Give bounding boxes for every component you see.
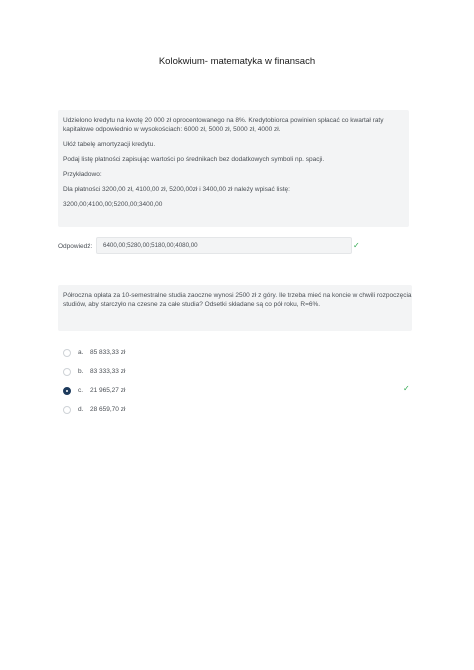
option-value: 85 833,33 zł (90, 349, 126, 356)
question-1-example-text: Dla płatności 3200,00 zł, 4100,00 zł, 5200,00zł i 3400,00 zł należy wpisać listę: (63, 186, 290, 193)
option-letter: a. (78, 349, 84, 356)
check-icon: ✓ (353, 241, 360, 250)
option-letter: d. (78, 406, 84, 413)
question-2-box (58, 285, 412, 331)
answer-input[interactable]: 6400,00;5280,00;5180,00;4080,00 (96, 237, 352, 254)
option-letter: c. (78, 387, 84, 394)
radio-b[interactable] (63, 368, 71, 376)
question-1-example-value: 3200,00;4100,00;5200,00;3400,00 (63, 201, 163, 208)
question-1-format-note: Podaj listę płatności zapisując wartości po średnikach bez dodatkowych symboli np. spacji. (63, 156, 325, 163)
question-1-text: Udzielono kredytu na kwotę 20 000 zł oprocentowanego na 8%. Kredytobiorca powinien spłacać co kwartał raty kapitałowe odpowiednio w wysokościach: 6000 zł, 5000 zł, 5000 zł, 4000 zł. (63, 117, 384, 133)
radio-d[interactable] (63, 406, 71, 414)
question-1-example-label: Przykładowo: (63, 171, 102, 178)
check-icon: ✓ (403, 384, 410, 393)
question-1-box (58, 110, 409, 227)
option-letter: b. (78, 368, 84, 375)
radio-a[interactable] (63, 349, 71, 357)
answer-label: Odpowiedź: (58, 243, 93, 250)
page-title: Kolokwium- matematyka w finansach (158, 56, 316, 67)
question-1-instruction: Ułóż tabelę amortyzacji kredytu. (63, 141, 156, 148)
option-value: 83 333,33 zł (90, 368, 126, 375)
question-2-text: Półroczna opłata za 10-semestralne studia zaoczne wynosi 2500 zł z góry. Ile trzeba mieć na koncie w chwili rozpoczęcia studiów, aby starczyło na czesne za całe studia? Odsetki składane są co pół roku, R=6%. (63, 292, 412, 308)
option-value: 28 659,70 zł (90, 406, 126, 413)
option-value: 21 965,27 zł (90, 387, 126, 394)
radio-c-selected[interactable] (63, 387, 71, 395)
